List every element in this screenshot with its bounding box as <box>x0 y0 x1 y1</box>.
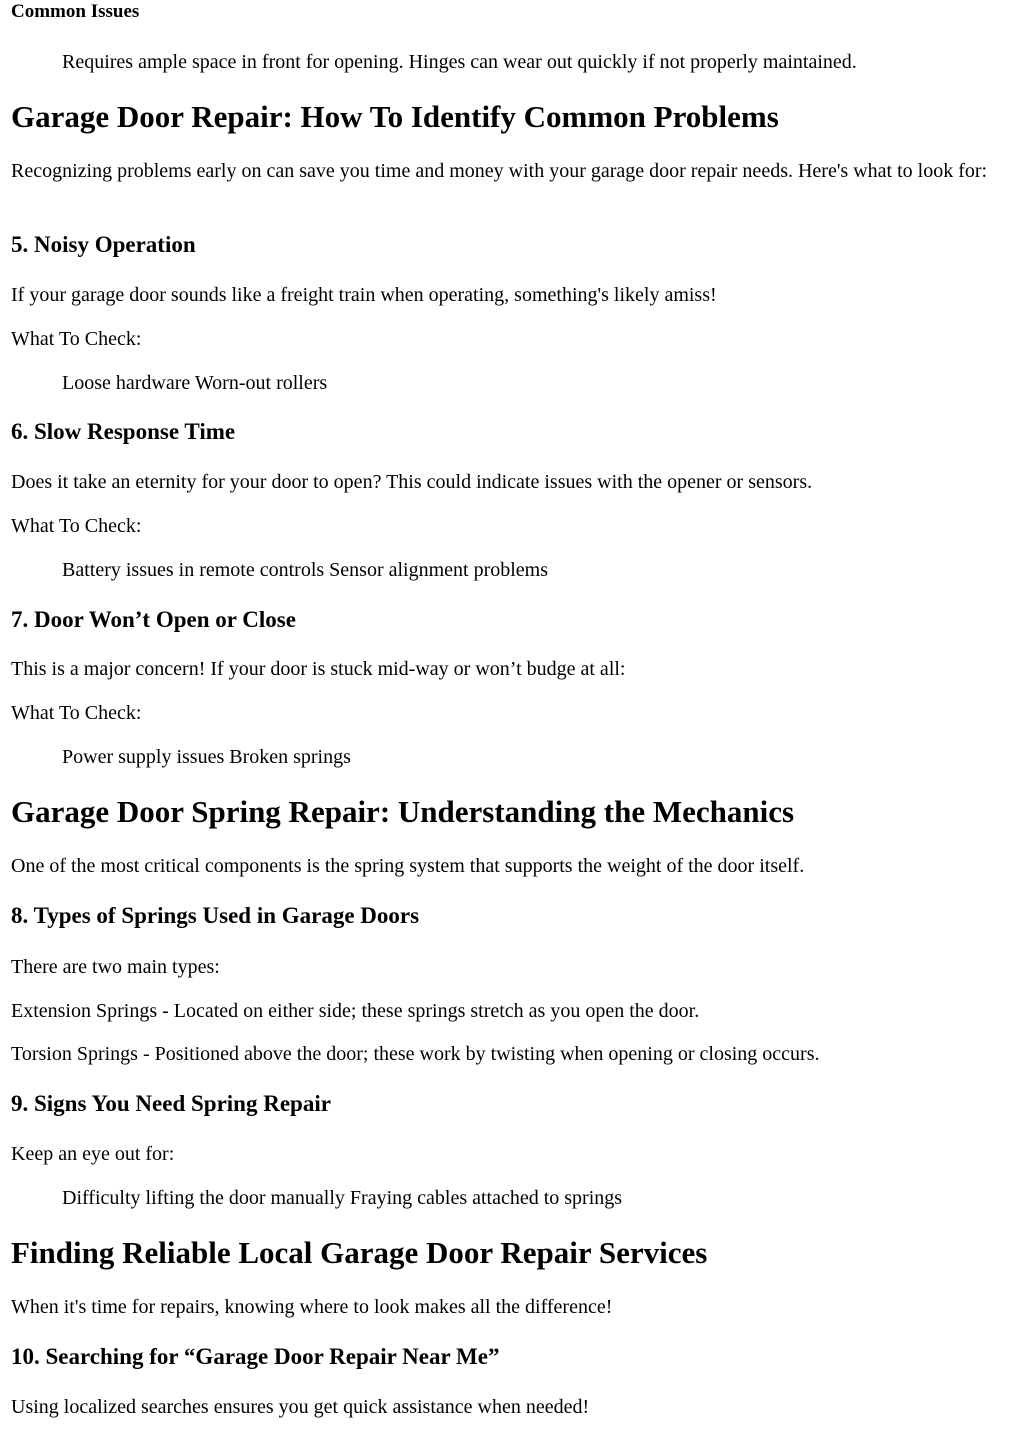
signs-items: Difficulty lifting the door manually Fraying cables attached to springs <box>62 1187 623 1209</box>
door-check-label: What To Check: <box>11 702 142 724</box>
noisy-check-items: Loose hardware Worn-out rollers <box>62 372 328 394</box>
searching-near-me-text: Using localized searches ensures you get quick assistance when needed! <box>11 1396 590 1418</box>
signs-intro-text: Keep an eye out for: <box>11 1143 175 1165</box>
noisy-check-label: What To Check: <box>11 328 142 350</box>
spring-intro: One of the most critical components is the spring system that supports the weight of the door itself. <box>11 855 805 877</box>
heading-types-of-springs: 8. Types of Springs Used in Garage Doors <box>11 903 420 928</box>
slow-check-label: What To Check: <box>11 515 142 537</box>
door-check-items: Power supply issues Broken springs <box>62 746 351 768</box>
heading-local-services: Finding Reliable Local Garage Door Repair Services <box>11 1235 708 1270</box>
heading-searching-near-me: 10. Searching for “Garage Door Repair Near Me” <box>11 1344 500 1369</box>
heading-spring-repair: Garage Door Spring Repair: Understanding the Mechanics <box>11 794 795 829</box>
extension-springs-text: Extension Springs - Located on either side; these springs stretch as you open the door. <box>11 1000 700 1022</box>
door-wont-open-text: This is a major concern! If your door is stuck mid-way or won’t budge at all: <box>11 658 626 680</box>
noisy-operation-text: If your garage door sounds like a freight train when operating, something's likely amiss! <box>11 284 717 306</box>
torsion-springs-text: Torsion Springs - Positioned above the door; these work by twisting when opening or closing occurs. <box>11 1043 820 1065</box>
heading-slow-response: 6. Slow Response Time <box>11 419 236 444</box>
slow-response-text: Does it take an eternity for your door to open? This could indicate issues with the opener or sensors. <box>11 471 813 493</box>
common-issues-text: Requires ample space in front for opening. Hinges can wear out quickly if not properly maintained. <box>62 51 857 73</box>
heading-noisy-operation: 5. Noisy Operation <box>11 232 196 257</box>
types-of-springs-text: There are two main types: <box>11 956 220 978</box>
identify-intro: Recognizing problems early on can save you time and money with your garage door repair needs. Here's what to look for: <box>11 160 988 182</box>
common-issues-label: Common Issues <box>11 1 140 22</box>
slow-check-items: Battery issues in remote controls Sensor alignment problems <box>62 559 549 581</box>
local-services-intro: When it's time for repairs, knowing where to look makes all the difference! <box>11 1296 613 1318</box>
heading-door-wont-open: 7. Door Won’t Open or Close <box>11 607 296 632</box>
heading-signs-spring-repair: 9. Signs You Need Spring Repair <box>11 1091 331 1116</box>
heading-identify-problems: Garage Door Repair: How To Identify Common Problems <box>11 99 779 134</box>
